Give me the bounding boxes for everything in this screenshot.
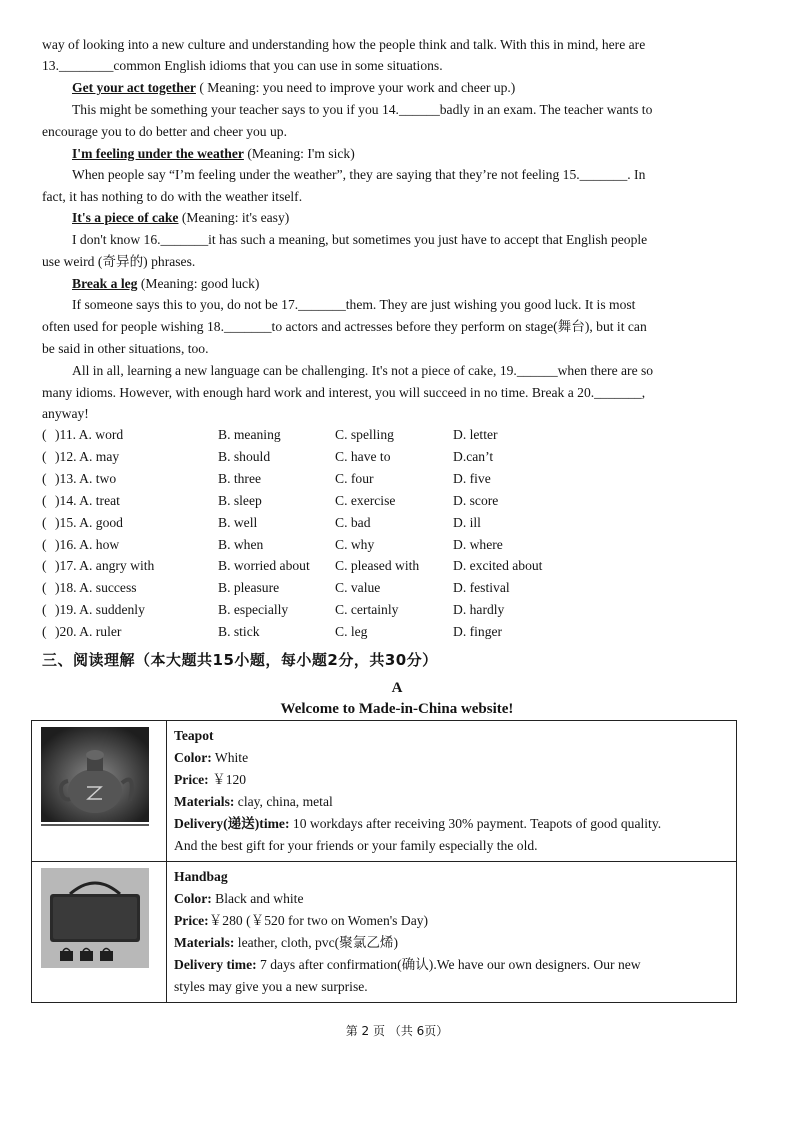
idiom-heading	[72, 209, 758, 227]
option-a: )18. A. success	[55, 580, 137, 595]
price-label: Price:	[174, 772, 209, 787]
product-extra: styles may give you a new surprise.	[174, 979, 368, 994]
price-label: Price:	[174, 913, 209, 928]
option-a: )17. A. angry with	[55, 558, 155, 573]
answer-blank[interactable]: (	[42, 624, 47, 639]
option-d: D.can’t	[453, 449, 494, 464]
option-row	[42, 556, 742, 576]
idiom-heading	[72, 145, 758, 163]
teapot-image	[32, 721, 166, 841]
option-row	[42, 513, 742, 533]
passage-letter: A	[391, 680, 403, 696]
passage-line: This might be something your teacher says to you if you 14.______badly in an exam. The teacher wants to	[72, 102, 653, 117]
answer-blank[interactable]: (	[42, 427, 47, 442]
product-name: Teapot	[174, 728, 214, 743]
idiom-meaning: (Meaning: it's easy)	[178, 210, 290, 225]
option-c: C. certainly	[335, 602, 399, 617]
option-a: )19. A. suddenly	[55, 602, 145, 617]
passage-line: fact, it has nothing to do with the weather itself.	[42, 189, 303, 204]
idiom-heading	[72, 79, 758, 97]
product-extra: And the best gift for your friends or your family especially the old.	[174, 838, 538, 853]
teapot-image-cell	[32, 721, 167, 862]
teapot-info	[167, 721, 737, 862]
option-row	[42, 469, 742, 489]
option-b: B. meaning	[218, 427, 281, 442]
option-a: )13. A. two	[55, 471, 117, 486]
option-row	[42, 622, 742, 642]
idiom-title: Get your act together	[72, 80, 196, 95]
option-b: B. especially	[218, 602, 289, 617]
idiom-title: It's a piece of cake	[72, 210, 179, 225]
option-d: D. letter	[453, 427, 498, 442]
answer-blank[interactable]: (	[42, 471, 47, 486]
passage-line: When people say “I’m feeling under the weather”, they are saying that they’re not feeling 15._______. In	[72, 167, 646, 182]
option-row	[42, 535, 742, 555]
option-a: )14. A. treat	[55, 493, 120, 508]
option-row	[42, 447, 742, 467]
passage-line: anyway!	[42, 406, 89, 421]
price-value: ￥280 (￥520 for two on Women's Day)	[208, 913, 429, 928]
option-c: C. four	[335, 471, 374, 486]
option-b: B. pleasure	[218, 580, 280, 595]
option-d: D. festival	[453, 580, 510, 595]
option-a: )11. A. word	[55, 427, 124, 442]
passage-line: encourage you to do better and cheer you up.	[42, 124, 287, 139]
option-c: C. value	[335, 580, 381, 595]
color-value: Black and white	[211, 891, 304, 906]
answer-blank[interactable]: (	[42, 558, 47, 573]
option-b: B. when	[218, 537, 264, 552]
option-d: D. where	[453, 537, 503, 552]
option-c: C. spelling	[335, 427, 394, 442]
passage-line: be said in other situations, too.	[42, 341, 209, 356]
idiom-heading	[72, 275, 758, 293]
option-row	[42, 491, 742, 511]
passage-line: often used for people wishing 18._______to actors and actresses before they perform on stage(舞台), but it can	[42, 319, 647, 334]
option-b: B. stick	[218, 624, 260, 639]
option-a: )20. A. ruler	[55, 624, 122, 639]
passage-line: I don't know 16._______it has such a meaning, but sometimes you just have to accept that English people	[72, 232, 648, 247]
delivery-label: Delivery(递送)time:	[174, 816, 290, 831]
materials-label: Materials:	[174, 794, 235, 809]
option-c: C. have to	[335, 449, 391, 464]
color-label: Color:	[174, 750, 212, 765]
answer-blank[interactable]: (	[42, 537, 47, 552]
handbag-info	[167, 862, 737, 1003]
handbag-image	[32, 862, 166, 982]
option-d: D. five	[453, 471, 491, 486]
section-heading: 三、阅读理解（本大题共15小题，每小题2分，共30分）	[42, 651, 438, 669]
option-b: B. worried about	[218, 558, 310, 573]
option-c: C. leg	[335, 624, 368, 639]
passage-line: All in all, learning a new language can be challenging. It's not a piece of cake, 19.______when there are so	[72, 363, 654, 378]
idiom-meaning: (Meaning: I'm sick)	[243, 146, 355, 161]
handbag-image-cell	[32, 862, 167, 1003]
option-c: C. why	[335, 537, 375, 552]
option-d: D. excited about	[453, 558, 543, 573]
option-b: B. well	[218, 515, 258, 530]
reading-title: Welcome to Made-in-China website!	[280, 701, 514, 717]
idiom-meaning: ( Meaning: you need to improve your work and cheer up.)	[199, 80, 516, 95]
option-a: )15. A. good	[55, 515, 123, 530]
table-row	[32, 862, 737, 1003]
answer-blank[interactable]: (	[42, 449, 47, 464]
option-row	[42, 425, 742, 445]
option-c: C. exercise	[335, 493, 396, 508]
option-row	[42, 600, 742, 620]
option-b: B. three	[218, 471, 262, 486]
answer-blank[interactable]: (	[42, 580, 47, 595]
option-d: D. hardly	[453, 602, 505, 617]
idiom-title: Break a leg	[72, 276, 138, 291]
option-c: C. bad	[335, 515, 371, 530]
color-value: White	[211, 750, 249, 765]
idiom-title: I'm feeling under the weather	[72, 146, 244, 161]
price-value: ￥120	[208, 772, 247, 787]
passage-line: use weird (奇异的) phrases.	[42, 254, 196, 269]
option-d: D. finger	[453, 624, 503, 639]
option-a: )16. A. how	[55, 537, 120, 552]
materials-value: clay, china, metal	[234, 794, 333, 809]
option-d: D. score	[453, 493, 499, 508]
color-label: Color:	[174, 891, 212, 906]
option-row	[42, 578, 742, 598]
idiom-meaning: (Meaning: good luck)	[137, 276, 260, 291]
materials-label: Materials:	[174, 935, 235, 950]
passage-line: way of looking into a new culture and understanding how the people think and talk. With this in mind, here are	[42, 37, 646, 52]
table-row	[32, 721, 737, 862]
passage-line: many idioms. However, with enough hard work and interest, you will succeed in no time. Break a 20._______,	[42, 385, 646, 400]
delivery-label: Delivery time:	[174, 957, 257, 972]
product-name: Handbag	[174, 869, 228, 884]
delivery-value: 10 workdays after receiving 30% payment. Teapots of good quality.	[289, 816, 662, 831]
page-footer: 第 2 页 （共 6页）	[345, 1024, 449, 1038]
product-table	[31, 720, 737, 1003]
materials-value: leather, cloth, pvc(聚氯乙烯)	[234, 935, 399, 950]
option-d: D. ill	[453, 515, 481, 530]
option-b: B. should	[218, 449, 271, 464]
option-a: )12. A. may	[55, 449, 120, 464]
answer-blank[interactable]: (	[42, 602, 47, 617]
option-c: C. pleased with	[335, 558, 420, 573]
option-b: B. sleep	[218, 493, 262, 508]
answer-blank[interactable]: (	[42, 515, 47, 530]
delivery-value: 7 days after confirmation(确认).We have our own designers. Our new	[256, 957, 641, 972]
passage-line: 13.________common English idioms that you can use in some situations.	[42, 58, 443, 73]
answer-blank[interactable]: (	[42, 493, 47, 508]
passage-line: If someone says this to you, do not be 17._______them. They are just wishing you good luck. It is most	[72, 297, 636, 312]
